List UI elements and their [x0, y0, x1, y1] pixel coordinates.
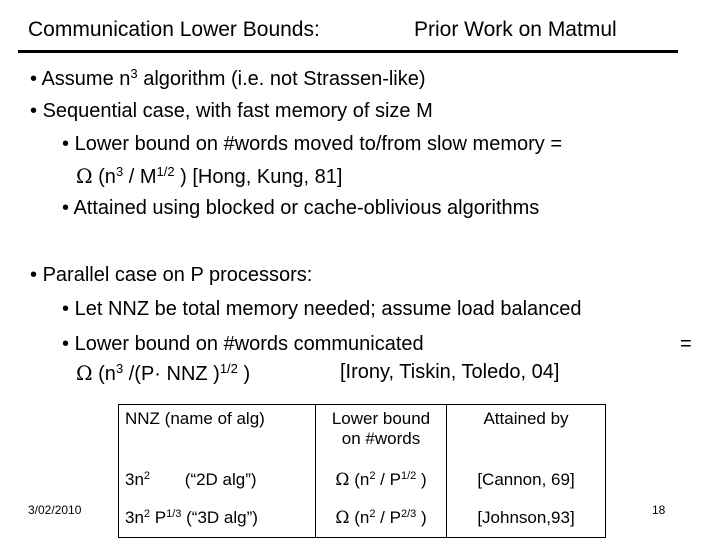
- bullet-nnz: • Let NNZ be total memory needed; assume load balanced: [62, 298, 582, 320]
- title-left: Communication Lower Bounds:: [28, 18, 320, 41]
- par-bound-citation: [Irony, Tiskin, Toledo, 04]: [340, 361, 560, 383]
- table-row: [119, 499, 606, 538]
- equals-sign: =: [680, 333, 692, 355]
- seq-bound-formula: Ω ($n^3 / M^{1/2}$ ) [Hong, Kung, 81]: [76, 164, 343, 188]
- bullet-attained: • Attained using blocked or cache-oblivious algorithms: [62, 197, 540, 219]
- page-number: 18: [652, 503, 666, 517]
- header-lower-bound: Lower bound on #words: [316, 405, 447, 462]
- slide-title: [28, 18, 688, 42]
- cell-attained-2d: [Cannon, 69]: [447, 461, 606, 499]
- bounds-table: [118, 404, 606, 538]
- footer-date: 3/02/2010: [28, 503, 82, 517]
- bullet-par-lower-bound: • Lower bound on #words communicated: [62, 333, 424, 355]
- title-underline: [18, 50, 678, 53]
- omega-symbol: Ω: [76, 164, 93, 188]
- header-nnz: NNZ (name of alg): [119, 405, 316, 462]
- cell-nnz-3d: $3n^2$ $P^{1/3}$ (“3D alg”): [119, 499, 316, 538]
- cell-attained-3d: [Johnson,93]: [447, 499, 606, 538]
- cell-nnz-2d: $3n^2$ (“2D alg”): [119, 461, 316, 499]
- cell-bound-3d: Ω ($n^2 / P^{2/3}$ ): [316, 499, 447, 538]
- omega-symbol: Ω: [76, 361, 93, 385]
- bullet-sequential: • Sequential case, with fast memory of size M: [30, 100, 433, 122]
- table-header-row: [119, 405, 606, 462]
- bullet-assume: • Assume $n^3$ algorithm (i.e. not Strassen-like): [30, 66, 426, 90]
- bullet-parallel: • Parallel case on P processors:: [30, 264, 313, 286]
- cell-bound-2d: Ω ($n^2 / P^{1/2}$ ): [316, 461, 447, 499]
- table-row: [119, 461, 606, 499]
- bullet-seq-lower-bound: • Lower bound on #words moved to/from slow memory =: [62, 133, 563, 155]
- header-attained-by: Attained by: [447, 405, 606, 462]
- title-right: Prior Work on Matmul: [414, 18, 617, 41]
- par-bound-formula: Ω ($n^3$ /(P· NNZ )$^{1/2}$ ): [76, 361, 251, 385]
